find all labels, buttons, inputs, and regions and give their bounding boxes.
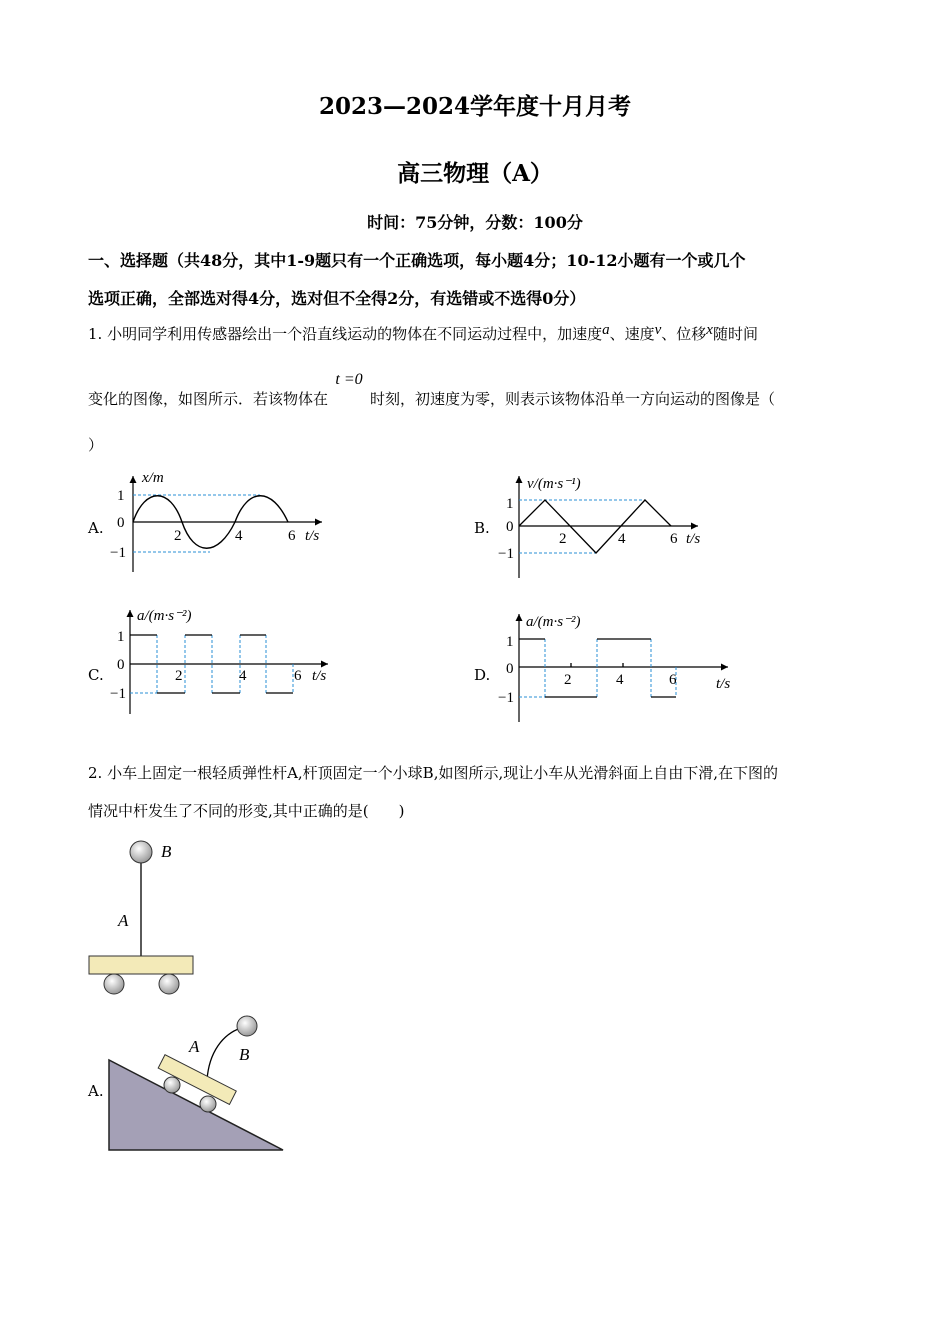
option-c-label[interactable]: C. (88, 666, 104, 684)
xtick-2: 2 (175, 668, 183, 684)
bent-rod (207, 1028, 241, 1080)
ball (130, 841, 152, 863)
guides (519, 639, 676, 697)
wheel-upper (164, 1077, 180, 1093)
q2-line2: 情况中杆发生了不同的形变,其中正确的是( ) (88, 802, 405, 820)
xtick-4: 4 (239, 668, 247, 684)
q1-line1-suffix: 随时间 (712, 325, 758, 343)
cart-figure (85, 836, 215, 1001)
xtick-6: 6 (669, 672, 677, 688)
x-axis-label: t/s (686, 531, 701, 547)
section-heading-line1: 一、选择题（共48分，其中1-9题只有一个正确选项，每小题4分；10-12小题有一个或几个 (88, 251, 746, 270)
graph-a[interactable] (100, 462, 340, 582)
q1-line3: ） (88, 436, 104, 454)
y-axis-label: v/(m·s⁻¹) (527, 476, 581, 492)
xtick-2: 2 (564, 672, 572, 688)
q1-sep2: 、位移 (661, 325, 707, 343)
xtick-2: 2 (559, 531, 567, 547)
ytick-neg1: −1 (498, 546, 514, 562)
y-axis-label: a/(m·s⁻²) (526, 614, 581, 630)
option-a-label[interactable]: A. (88, 519, 104, 537)
x-axis-label: t/s (716, 676, 731, 692)
var-a: a (602, 322, 610, 338)
xtick-2: 2 (174, 528, 182, 544)
label-b: B (161, 842, 172, 861)
ytick-neg1: −1 (110, 686, 126, 702)
ytick-0: 0 (506, 661, 514, 677)
q1-sep1: 、速度 (609, 325, 655, 343)
xtick-4: 4 (618, 531, 626, 547)
x-axis-label: t/s (312, 668, 327, 684)
option-b-label[interactable]: B. (474, 519, 490, 537)
graph-b[interactable] (488, 468, 728, 588)
option-d-label[interactable]: D. (474, 666, 491, 684)
ytick-neg1: −1 (110, 545, 126, 561)
xtick-4: 4 (235, 528, 243, 544)
exam-title: 2023—2024学年度十月月考 (318, 93, 632, 120)
q1-line1 (88, 323, 758, 344)
q1-line2 (88, 371, 776, 409)
y-axis-label: a/(m·s⁻²) (137, 608, 192, 624)
ytick-0: 0 (117, 657, 125, 673)
exam-subtitle: 高三物理（A） (397, 160, 553, 187)
ytick-0: 0 (506, 519, 514, 535)
xtick-6: 6 (294, 668, 302, 684)
xtick-6: 6 (288, 528, 296, 544)
xtick-4: 4 (616, 672, 624, 688)
ytick-1: 1 (117, 488, 125, 504)
label-a: A (189, 1037, 200, 1056)
graph-d[interactable] (488, 608, 748, 728)
q2-option-a-label[interactable]: A. (88, 1082, 104, 1100)
q2-line1: 2. 小车上固定一根轻质弹性杆A,杆顶固定一个小球B,如图所示,现让小车从光滑斜面上自由下滑,在下图的 (88, 764, 779, 782)
section-heading-line2: 选项正确，全部选对得4分，选对但不全得2分，有选错或不选得0分） (88, 289, 586, 308)
time-score: 时间：75分钟，分数：100分 (367, 213, 583, 232)
wheel-lower (200, 1096, 216, 1112)
ytick-1: 1 (117, 629, 125, 645)
a-segments (519, 639, 676, 697)
label-a: A (118, 911, 129, 930)
ytick-1: 1 (506, 634, 514, 650)
ytick-neg1: −1 (498, 690, 514, 706)
q1-line2-suffix: 时刻，初速度为零，则表示该物体沿单一方向运动的图像是（ (370, 390, 776, 408)
q1-line1-prefix: 1. 小明同学利用传感器绘出一个沿直线运动的物体在不同运动过程中，加速度 (88, 325, 603, 343)
graph-c[interactable] (100, 602, 345, 722)
wheel-left (104, 974, 124, 994)
cart-body (89, 956, 193, 974)
q2-option-a-figure[interactable] (105, 1010, 290, 1155)
label-b: B (239, 1045, 250, 1064)
var-v: v (654, 322, 662, 338)
var-x: x (706, 322, 713, 338)
y-axis-label: x/m (142, 470, 164, 486)
ytick-0: 0 (117, 515, 125, 531)
ball (237, 1016, 257, 1036)
x-axis-label: t/s (305, 528, 320, 544)
xtick-6: 6 (670, 531, 678, 547)
wheel-right (159, 974, 179, 994)
q1-line2-prefix: 变化的图像，如图所示．若该物体在 (88, 390, 329, 408)
math-t0: t =0 (335, 371, 363, 388)
ytick-1: 1 (506, 496, 514, 512)
